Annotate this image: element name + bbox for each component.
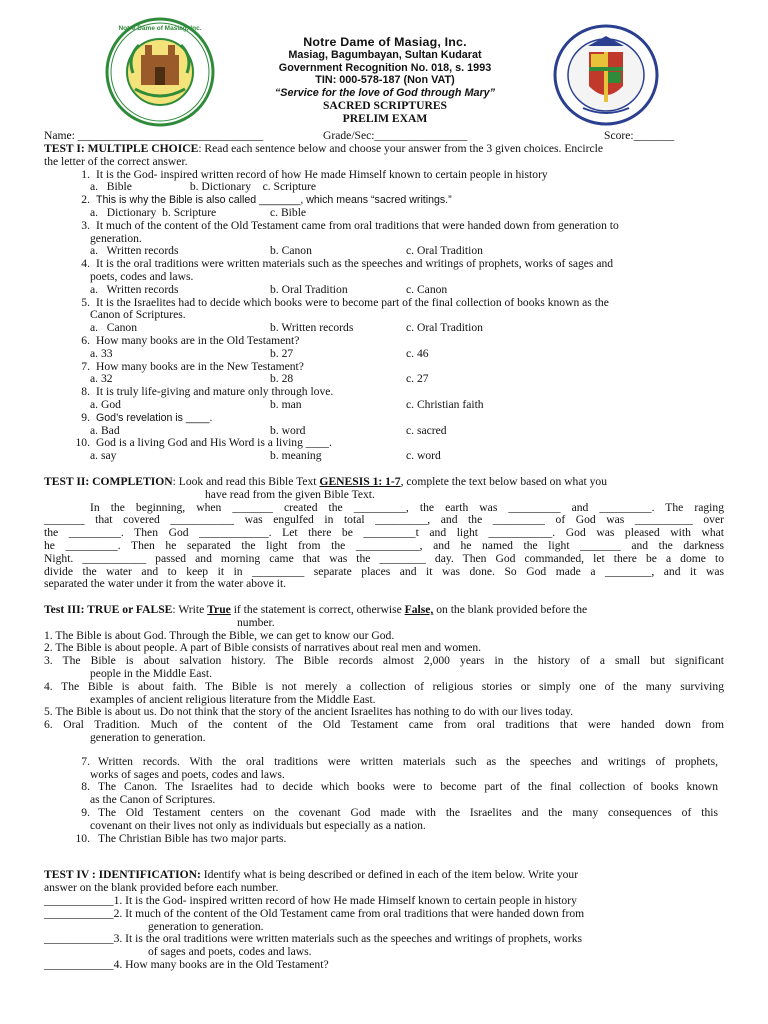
- choice-c[interactable]: c. Christian faith: [406, 397, 484, 411]
- question-text: It is the God- inspired written record of how He made Himself known to certain people in history: [96, 167, 548, 181]
- identification-item-2[interactable]: ____________2. It much of the content of the Old Testament came from oral traditions that were handed down from: [44, 906, 585, 920]
- question-number: 2.: [81, 193, 90, 207]
- grade-section-field[interactable]: Grade/Sec:________________: [323, 129, 468, 142]
- question-number: 1.: [81, 167, 90, 181]
- question-text: God’s revelation is ____.: [96, 411, 213, 424]
- completion-line-7: separated the water under it from the water above it.: [44, 577, 287, 591]
- test3-instruction-text-3: on the blank provided before the: [433, 603, 588, 617]
- question-number: 6.: [81, 333, 90, 347]
- document-header: [0, 0, 768, 128]
- mc-question-3: [44, 220, 724, 233]
- mc-question-7: [44, 361, 724, 374]
- question-number: 3.: [81, 218, 90, 232]
- statement-number: 9.: [81, 806, 90, 820]
- tf-statement-9-cont: covenant on their lives not only as individuals but especially as a nation.: [90, 818, 426, 832]
- statement-number: 7.: [81, 754, 90, 768]
- test4-title: TEST IV : IDENTIFICATION:: [44, 868, 201, 882]
- choice-c[interactable]: c. Bible: [270, 205, 307, 219]
- statement-text: The Canon. The Israelites had to decide which books were to become part of the final collection of books known: [98, 780, 718, 794]
- government-recognition: Government Recognition No. 018, s. 1993: [278, 61, 492, 74]
- completion-line-3[interactable]: the _________. Then God ____________. Let there be _________t and light ___________. God was pleased with what: [44, 526, 724, 540]
- choice-b[interactable]: b. 28: [270, 372, 294, 386]
- choice-b[interactable]: b. 27: [270, 346, 294, 360]
- school-motto: “Service for the love of God through Mary”: [274, 87, 496, 100]
- choice-a[interactable]: a. say: [90, 449, 117, 463]
- completion-line-4[interactable]: he _________. Then he separated the light from the ___________, and he named the light _______ and the darkness: [44, 538, 724, 552]
- test4-instruction-text: Identify what is being described or defined in each of the item below. Write your: [200, 868, 579, 882]
- choice-b[interactable]: b. Written records: [270, 321, 354, 335]
- identification-item-3-cont: of sages and poets, codes and laws.: [148, 945, 312, 959]
- completion-line-5[interactable]: Night. ___________ passed and morning came that was the ________ day. Then God commanded, let there be a dome to: [44, 551, 724, 565]
- mc-question-3-cont: generation.: [90, 231, 142, 245]
- choice-c[interactable]: c. 27: [406, 372, 429, 386]
- choice-a[interactable]: a. 33: [90, 346, 113, 360]
- school-address: Masiag, Bagumbayan, Sultan Kudarat: [288, 48, 482, 61]
- question-number: 10.: [75, 436, 90, 450]
- mc-question-10: [44, 437, 724, 450]
- question-text: It is truly life-giving and mature only through love.: [96, 385, 334, 399]
- tf-statement-7-cont: works of sages and poets, codes and laws.: [90, 767, 285, 781]
- question-text: This is why the Bible is also called _______, which means “sacred writings.”: [96, 194, 452, 207]
- tf-statement-2: 2. The Bible is about people. A part of Bible consists of narratives about real men and women.: [44, 641, 482, 655]
- mc-choices-1[interactable]: a. Bible b. Dictionary c. Scripture: [90, 180, 317, 194]
- test3-instruction-text-2: if the statement is correct, otherwise: [230, 603, 405, 617]
- statement-number: 8.: [81, 780, 90, 794]
- tf-statement-7: [44, 756, 724, 769]
- mc-question-6: [44, 335, 724, 348]
- question-text: How many books are in the New Testament?: [96, 359, 304, 373]
- tf-statement-8-cont: as the Canon of Scriptures.: [90, 793, 216, 807]
- choice-a[interactable]: a. Canon: [90, 321, 138, 335]
- test3-instructions-cont: number.: [237, 615, 275, 629]
- test2-instruction-text-2: , complete the text below based on what you: [400, 474, 607, 488]
- tf-statement-4: 4. The Bible is about faith. The Bible is not merely a collection of religious stories or simply one of the many surviving: [44, 679, 724, 693]
- test1-instructions-cont: the letter of the correct answer.: [44, 154, 188, 168]
- true-keyword: True: [207, 603, 231, 617]
- question-text: It is the Israelites had to decide which books were to become part of the final collection of books known as the: [96, 295, 609, 309]
- mc-question-9: [44, 412, 724, 425]
- choice-c[interactable]: c. Oral Tradition: [406, 321, 483, 335]
- question-number: 7.: [81, 359, 90, 373]
- school-name: Notre Dame of Masiag, Inc.: [303, 35, 467, 49]
- choice-a[interactable]: a. Bad: [90, 423, 120, 437]
- statement-text: The Old Testament centers on the covenant God made with the Israelites and the many consequences of this: [98, 806, 718, 820]
- subject-title: SACRED SCRIPTURES: [322, 98, 448, 112]
- name-field[interactable]: Name: ________________________________: [44, 129, 264, 142]
- choice-b[interactable]: b. meaning: [270, 449, 322, 463]
- test2-instructions-cont: have read from the given Bible Text.: [205, 487, 375, 501]
- choice-a[interactable]: a. 32: [90, 372, 113, 386]
- test2-instruction-text: : Look and read this Bible Text: [172, 474, 320, 488]
- completion-line-1[interactable]: In the beginning, when _______ created the _________, the earth was _________ and _________. The raging: [90, 500, 724, 514]
- question-text: It much of the content of the Old Testament came from oral traditions that were handed down from generation to: [96, 218, 619, 232]
- identification-item-1[interactable]: ____________1. It is the God- inspired written record of how He made Himself known to certain people in history: [44, 894, 577, 908]
- choice-c[interactable]: c. sacred: [406, 423, 447, 437]
- tf-statement-5: 5. The Bible is about us. Do not think that the story of the ancient Israelites has nothing to do with our lives today.: [44, 705, 574, 719]
- tf-statement-10: [44, 833, 724, 846]
- question-number: 9.: [81, 410, 90, 424]
- mc-choices-8: [44, 399, 724, 412]
- tf-statement-6-cont: generation to generation.: [90, 731, 206, 745]
- choice-c[interactable]: c. word: [406, 449, 441, 463]
- test4-instructions-cont: answer on the blank provided before each number.: [44, 881, 279, 895]
- archdiocese-seal-logo: [553, 24, 659, 126]
- choice-ab[interactable]: a. Dictionary b. Scripture: [90, 205, 217, 219]
- test1-title: TEST I: MULTIPLE CHOICE: [44, 142, 199, 155]
- test3-instructions: [44, 604, 724, 617]
- tin-number: TIN: 000-578-187 (Non VAT): [315, 74, 455, 87]
- false-keyword: False,: [404, 603, 434, 617]
- mc-question-8: [44, 386, 724, 399]
- choice-b[interactable]: b. word: [270, 423, 306, 437]
- statement-number: 10.: [75, 831, 90, 845]
- choice-a[interactable]: a. God: [90, 397, 121, 411]
- completion-line-2[interactable]: _______ that covered ___________ was engulfed in total _________, and the _________ of God was __________ over: [44, 513, 724, 527]
- choice-a[interactable]: a. Written records: [90, 282, 179, 296]
- identification-item-4[interactable]: ____________4. How many books are in the Old Testament?: [44, 958, 329, 972]
- identification-item-3[interactable]: ____________3. It is the oral traditions were written materials such as the speeches and writings of prophets, works: [44, 932, 583, 946]
- choice-b[interactable]: b. Canon: [270, 244, 312, 258]
- test1-instructions: [44, 143, 724, 156]
- statement-text: Written records. With the oral traditions were written materials such as the speeches and writings of prophets,: [98, 754, 718, 768]
- choice-c[interactable]: c. 46: [406, 346, 429, 360]
- question-text: How many books are in the Old Testament?: [96, 333, 300, 347]
- statement-text: The Christian Bible has two major parts.: [98, 831, 287, 845]
- test2-instructions: [44, 476, 724, 489]
- exam-title: PRELIM EXAM: [342, 111, 428, 125]
- question-number: 4.: [81, 257, 90, 271]
- choice-b[interactable]: b. Oral Tradition: [270, 282, 348, 296]
- identification-item-2-cont: generation to generation.: [148, 919, 264, 933]
- question-text: It is the oral traditions were written materials such as the speeches and writings of prophets, works of sages and: [96, 257, 614, 271]
- mc-question-4-cont: poets, codes and laws.: [90, 269, 194, 283]
- school-seal-logo: [105, 17, 215, 127]
- score-field[interactable]: Score:_______: [604, 129, 675, 142]
- tf-statement-3: 3. The Bible is about salvation history. The Bible records almost 2,000 years in the history of a small but significant: [44, 654, 724, 668]
- choice-b[interactable]: b. man: [270, 397, 302, 411]
- tf-statement-6: 6. Oral Tradition. Much of the content of the Old Testament came from oral traditions that were handed down from: [44, 718, 724, 732]
- question-text: God is a living God and His Word is a living ____.: [96, 436, 332, 450]
- mc-choices-10: [44, 450, 724, 463]
- bible-reference: GENESIS 1: 1-7: [319, 474, 401, 488]
- tf-statement-4-cont: examples of ancient religious literature from the Middle East.: [90, 692, 376, 706]
- student-info-line: [44, 130, 724, 143]
- mc-question-5-cont: Canon of Scriptures.: [90, 308, 186, 322]
- choice-c[interactable]: c. Canon: [406, 282, 448, 296]
- choice-c[interactable]: c. Oral Tradition: [406, 244, 483, 258]
- school-info: [230, 36, 540, 126]
- exam-body: [44, 130, 724, 972]
- question-number: 8.: [81, 385, 90, 399]
- tf-statement-1: 1. The Bible is about God. Through the Bible, we can get to know our God.: [44, 628, 395, 642]
- tf-statement-9: [44, 807, 724, 820]
- test3-title: Test III: TRUE or FALSE: [44, 603, 173, 617]
- test3-instruction-text: : Write: [172, 603, 208, 617]
- tf-statement-3-cont: people in the Middle East.: [90, 667, 213, 681]
- choice-a[interactable]: a. Written records: [90, 244, 179, 258]
- completion-line-6[interactable]: divide the water and to keep it in _________ separate places and it was done. So God made a ________, and it was: [44, 564, 724, 578]
- question-number: 5.: [81, 295, 90, 309]
- test2-title: TEST II: COMPLETION: [44, 474, 173, 488]
- test1-instruction-text: : Read each sentence below and choose your answer from the 3 given choices. Encircle: [198, 142, 603, 155]
- svg-text:Notre Dame of Masiag, Inc.: Notre Dame of Masiag, Inc.: [118, 25, 202, 32]
